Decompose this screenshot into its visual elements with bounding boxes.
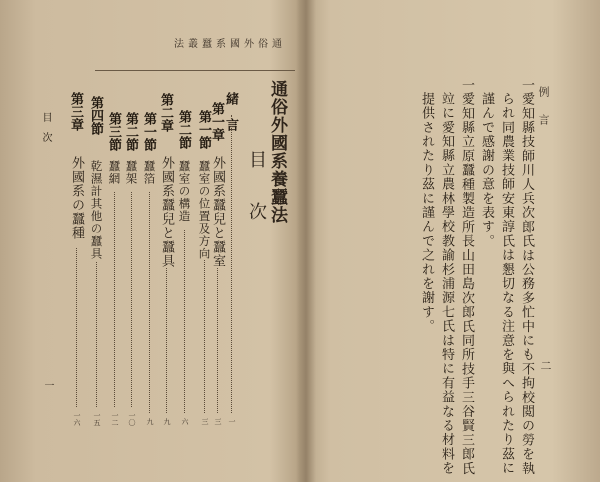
toc-leader [114,192,115,407]
toc-entry-title: 蠶室の構造 [177,160,192,223]
toc-entry-label: 緒 言 [223,92,238,131]
toc-leader [131,192,132,407]
toc-leader [166,268,167,413]
toc-page-number: 三 [201,418,209,425]
toc-page-number: 三 [214,418,222,425]
running-head: 例 言 [537,86,550,128]
toc-entry-title: 蠶網 [107,160,122,185]
book-title: 通俗外國系養蠶法 [267,80,287,224]
toc-page-number: 九 [163,418,171,425]
running-head: 法叢蠶系國外俗通 [174,39,286,50]
toc-leader [149,192,150,413]
footer-label: 目 次 [40,112,51,142]
foreword-line: 提供されたり茲に謹んで之れを謝す。 [419,92,434,334]
toc-leader [184,230,185,413]
foreword-line: 一愛知縣立原蠶種製造所長山田島次郎氏同所技手三谷賢三郎氏 [459,78,474,476]
toc-leader [96,262,97,407]
toc-page-number: 一二 [111,412,119,426]
toc-leader [204,260,205,413]
toc-entry-label: 第二節 [176,110,191,149]
foreword-line: 謹んで感謝の意を表す。 [479,92,494,249]
toc-entry-label: 第四節 [88,96,103,135]
foreword-line: 竝に愛知縣立農林學校教諭杉浦源七氏は特に有益なる材料を [439,92,454,476]
head-rule [95,70,295,71]
toc-leader [76,248,77,407]
toc-page-number: 六 [181,418,189,425]
toc-entry-label: 第一章 [209,102,224,141]
toc-entry-title: 外國系蠶兒と蠶室 [210,156,225,268]
toc-entry-title: 外國系蠶兒と蠶具 [159,156,174,268]
toc-entry-label: 第二節 [123,112,138,151]
toc-heading: 目次 [246,150,267,254]
toc-entry-label: 第一節 [196,110,211,149]
toc-entry-title: 蠶架 [124,160,139,185]
toc-leader [231,115,232,413]
toc-entry-label: 第三節 [106,112,121,151]
footer-page-number: 一 [42,380,53,390]
toc-leader [217,268,218,413]
toc-entry-label: 第一節 [141,112,156,151]
toc-entry-title: 蠶室の位置及方向 [197,160,212,260]
toc-page-number: 一〇 [128,412,136,426]
foreword-line: 一愛知縣技師川人兵次郎氏は公務多忙中にも不拘校閲の勞を執 [519,78,534,476]
toc-page-number: 一五 [93,412,101,426]
toc-entry-title: 乾濕計其他の蠶具 [89,160,104,260]
page-number: 二 [539,360,552,374]
foreword-page [306,0,600,482]
foreword-line: られ同農業技師安東諄氏は懇切なる注意を與へられたり茲に [499,92,514,476]
toc-entry-title: 蠶箔 [142,160,157,185]
toc-page-number: 一六 [73,412,81,426]
toc-entry-label: 第二章 [158,93,173,132]
toc-entry-title: 外國系の蠶種 [69,156,84,240]
toc-entry-label: 第三章 [68,92,83,131]
toc-page-number: 一 [228,418,236,425]
toc-page-number: 九 [146,418,154,425]
